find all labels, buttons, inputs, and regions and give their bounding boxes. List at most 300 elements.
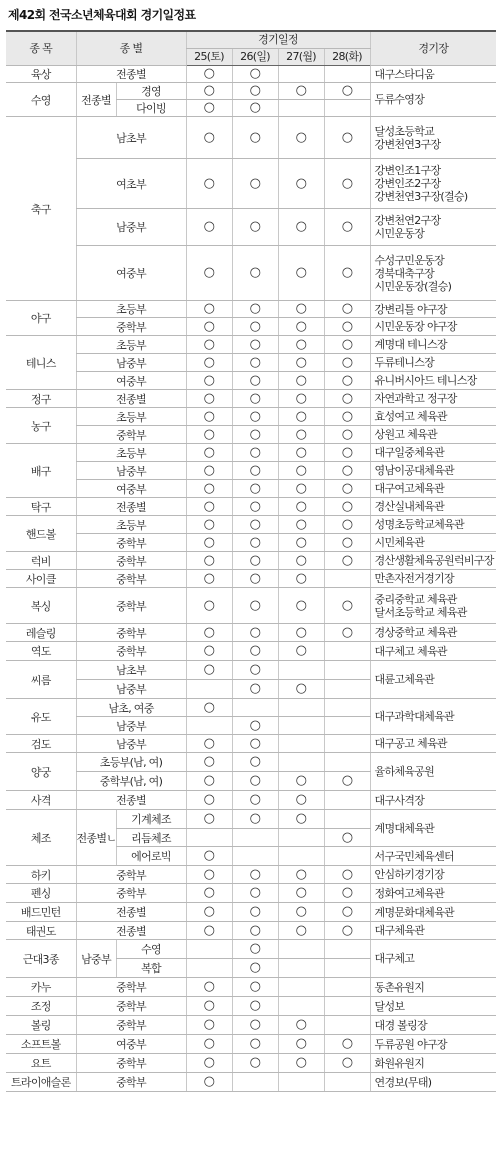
- sport-name: 사이클: [6, 570, 76, 588]
- scheduled-mark: ○: [186, 318, 232, 336]
- scheduled-mark: ○: [186, 516, 232, 534]
- scheduled-mark: ○: [324, 83, 370, 100]
- empty-day: [232, 829, 278, 847]
- table-row: [6, 997, 496, 1016]
- empty-day: [278, 959, 324, 978]
- empty-day: [278, 1073, 324, 1092]
- scheduled-mark: ○: [186, 159, 232, 209]
- sport-name: 핸드볼: [6, 516, 76, 552]
- table-row: [6, 462, 496, 480]
- scheduled-mark: ○: [232, 922, 278, 940]
- empty-day: [278, 735, 324, 753]
- empty-day: [324, 810, 370, 829]
- venue-line: 시민운동장: [374, 227, 425, 240]
- scheduled-mark: ○: [186, 480, 232, 498]
- scheduled-mark: ○: [232, 884, 278, 903]
- table-row: [6, 922, 496, 940]
- venue-line: 강변천연2구장: [374, 214, 441, 227]
- scheduled-mark: ○: [186, 209, 232, 246]
- scheduled-mark: ○: [232, 480, 278, 498]
- scheduled-mark: ○: [186, 847, 232, 866]
- scheduled-mark: ○: [232, 959, 278, 978]
- sport-name: 조정: [6, 997, 76, 1016]
- venue-name: [370, 390, 496, 408]
- venue-line: 대구사격장: [374, 793, 425, 807]
- scheduled-mark: ○: [324, 408, 370, 426]
- scheduled-mark: ○: [324, 498, 370, 516]
- sport-name: 검도: [6, 735, 76, 753]
- table-row: [6, 354, 496, 372]
- scheduled-mark: ○: [232, 534, 278, 552]
- sport-name: 테니스: [6, 336, 76, 390]
- scheduled-mark: ○: [324, 480, 370, 498]
- table-row: [6, 83, 496, 100]
- category-name: 초등부: [76, 301, 186, 318]
- category-name: 남초부: [76, 117, 186, 159]
- category-name: 중학부: [76, 997, 186, 1016]
- scheduled-mark: ○: [278, 498, 324, 516]
- category-group: 전종별ㄴ: [76, 810, 116, 866]
- category-sub: 에어로빅: [116, 847, 186, 866]
- scheduled-mark: ○: [186, 642, 232, 661]
- scheduled-mark: ○: [324, 922, 370, 940]
- scheduled-mark: ○: [278, 336, 324, 354]
- scheduled-mark: ○: [232, 552, 278, 570]
- category-sub: 기계체조: [116, 810, 186, 829]
- header-sport: 종 목: [6, 31, 76, 66]
- category-name: 여중부: [76, 246, 186, 301]
- venue-line: 강변천연3구장(결승): [374, 190, 468, 203]
- sport-name: 소프트볼: [6, 1035, 76, 1054]
- scheduled-mark: ○: [186, 661, 232, 680]
- empty-day: [278, 753, 324, 772]
- scheduled-mark: ○: [278, 318, 324, 336]
- scheduled-mark: ○: [186, 1016, 232, 1035]
- venue-line: 강변리틀 야구장: [374, 302, 447, 316]
- table-row: [6, 1035, 496, 1054]
- scheduled-mark: ○: [278, 534, 324, 552]
- empty-day: [324, 100, 370, 117]
- sport-name: 체조: [6, 810, 76, 866]
- venue-name: [370, 83, 496, 117]
- empty-day: [324, 1016, 370, 1035]
- empty-day: [324, 570, 370, 588]
- scheduled-mark: ○: [278, 117, 324, 159]
- venue-name: [370, 922, 496, 940]
- scheduled-mark: ○: [278, 390, 324, 408]
- category-name: 중학부: [76, 624, 186, 642]
- scheduled-mark: ○: [232, 1035, 278, 1054]
- scheduled-mark: ○: [232, 772, 278, 791]
- sport-name: 축구: [6, 117, 76, 301]
- venue-line: 상원고 체육관: [374, 428, 437, 441]
- venue-line: 대구일중체육관: [374, 446, 445, 459]
- venue-name: [370, 866, 496, 884]
- scheduled-mark: ○: [324, 372, 370, 390]
- scheduled-mark: ○: [232, 159, 278, 209]
- venue-line: 서구국민체육센터: [374, 849, 454, 863]
- table-row: [6, 246, 496, 301]
- venue-name: [370, 209, 496, 246]
- venue-name: [370, 66, 496, 83]
- empty-day: [324, 791, 370, 810]
- scheduled-mark: ○: [186, 390, 232, 408]
- table-row: [6, 1073, 496, 1092]
- table-row: [6, 588, 496, 624]
- sport-name: 정구: [6, 390, 76, 408]
- scheduled-mark: ○: [278, 922, 324, 940]
- category-name: 전종별: [76, 498, 186, 516]
- category-name: 남초부: [76, 661, 186, 680]
- venue-name: [370, 426, 496, 444]
- empty-day: [186, 680, 232, 699]
- venue-name: [370, 552, 496, 570]
- scheduled-mark: ○: [186, 810, 232, 829]
- venue-name: [370, 847, 496, 866]
- table-row: [6, 552, 496, 570]
- venue-line: 정화여고체육관: [374, 886, 445, 900]
- scheduled-mark: ○: [278, 372, 324, 390]
- table-row: [6, 444, 496, 462]
- table-row: [6, 117, 496, 159]
- empty-day: [324, 66, 370, 83]
- scheduled-mark: ○: [278, 444, 324, 462]
- scheduled-mark: ○: [278, 1035, 324, 1054]
- scheduled-mark: ○: [324, 829, 370, 847]
- category-name: 중학부: [76, 570, 186, 588]
- table-row: [6, 534, 496, 552]
- scheduled-mark: ○: [232, 246, 278, 301]
- category-name: 남초, 여중: [76, 699, 186, 717]
- venue-line: 달성초등학교: [374, 124, 435, 138]
- venue-line: 계명대체육관: [374, 821, 435, 835]
- sport-name: 사격: [6, 791, 76, 810]
- venue-line: 대구체고 체육관: [374, 644, 447, 658]
- venue-line: 두류공원 야구장: [374, 1037, 447, 1051]
- venue-name: [370, 624, 496, 642]
- venue-line: 영남이공대체육관: [374, 464, 454, 477]
- header-day: 26(일): [232, 49, 278, 66]
- venue-name: [370, 117, 496, 159]
- scheduled-mark: ○: [278, 301, 324, 318]
- category-name: 초등부: [76, 408, 186, 426]
- scheduled-mark: ○: [324, 336, 370, 354]
- scheduled-mark: ○: [278, 480, 324, 498]
- scheduled-mark: ○: [232, 372, 278, 390]
- empty-day: [324, 959, 370, 978]
- empty-day: [324, 642, 370, 661]
- category-name: 남중부: [76, 209, 186, 246]
- page-title: 제42회 전국소년체육대회 경기일정표: [8, 8, 196, 22]
- venue-line: 강변인조1구장: [374, 164, 441, 177]
- scheduled-mark: ○: [186, 1054, 232, 1073]
- table-row: [6, 516, 496, 534]
- scheduled-mark: ○: [232, 1016, 278, 1035]
- scheduled-mark: ○: [232, 753, 278, 772]
- category-sub: 수영: [116, 940, 186, 959]
- venue-name: [370, 301, 496, 318]
- scheduled-mark: ○: [232, 390, 278, 408]
- scheduled-mark: ○: [186, 624, 232, 642]
- category-name: 여중부: [76, 1035, 186, 1054]
- empty-day: [186, 829, 232, 847]
- venue-name: [370, 978, 496, 997]
- table-row: [6, 1054, 496, 1073]
- scheduled-mark: ○: [186, 498, 232, 516]
- venue-line: 시민운동장(결승): [374, 279, 452, 293]
- scheduled-mark: ○: [186, 735, 232, 753]
- category-name: 여초부: [76, 159, 186, 209]
- table-row: [6, 159, 496, 209]
- venue-name: [370, 516, 496, 534]
- table-row: [6, 318, 496, 336]
- venue-line: 강변인조2구장: [374, 177, 441, 190]
- scheduled-mark: ○: [232, 680, 278, 699]
- venue-name: [370, 1073, 496, 1092]
- scheduled-mark: ○: [278, 552, 324, 570]
- scheduled-mark: ○: [278, 1016, 324, 1035]
- empty-day: [232, 847, 278, 866]
- empty-day: [278, 997, 324, 1016]
- venue-line: 대륜고체육관: [374, 673, 435, 686]
- venue-name: [370, 408, 496, 426]
- venue-line: 대구체고: [374, 952, 415, 965]
- category-name: 중학부: [76, 884, 186, 903]
- venue-line: 연경보(무태): [374, 1075, 432, 1089]
- scheduled-mark: ○: [278, 408, 324, 426]
- venue-line: 계명대 테니스장: [374, 338, 447, 351]
- scheduled-mark: ○: [278, 903, 324, 922]
- venue-line: 달서초등학교 체육관: [374, 605, 467, 619]
- scheduled-mark: ○: [186, 753, 232, 772]
- venue-name: [370, 884, 496, 903]
- scheduled-mark: ○: [324, 534, 370, 552]
- scheduled-mark: ○: [278, 1054, 324, 1073]
- venue-line: 화원유원지: [374, 1056, 425, 1070]
- venue-name: [370, 1016, 496, 1035]
- category-name: 중학부: [76, 588, 186, 624]
- scheduled-mark: ○: [232, 866, 278, 884]
- empty-day: [324, 735, 370, 753]
- scheduled-mark: ○: [324, 159, 370, 209]
- venue-line: 강변천연3구장: [374, 137, 441, 151]
- category-sub: 리듬체조: [116, 829, 186, 847]
- category-sub: 다이빙: [116, 100, 186, 117]
- sport-name: 트라이애슬론: [6, 1073, 76, 1092]
- venue-name: [370, 661, 496, 699]
- venue-line: 효성여고 체육관: [374, 410, 447, 423]
- venue-line: 경산생활체육공원럭비구장: [374, 554, 494, 567]
- venue-line: 율하체육공원: [374, 765, 435, 778]
- scheduled-mark: ○: [232, 624, 278, 642]
- scheduled-mark: ○: [278, 159, 324, 209]
- scheduled-mark: ○: [232, 66, 278, 83]
- sport-name: 하키: [6, 866, 76, 884]
- venue-name: [370, 588, 496, 624]
- category-name: 전종별: [76, 390, 186, 408]
- schedule-body: [6, 66, 496, 1092]
- scheduled-mark: ○: [186, 772, 232, 791]
- empty-day: [324, 847, 370, 866]
- scheduled-mark: ○: [232, 717, 278, 735]
- empty-day: [278, 978, 324, 997]
- table-row: [6, 810, 496, 829]
- table-row: [6, 336, 496, 354]
- table-row: [6, 978, 496, 997]
- sport-name: 볼링: [6, 1016, 76, 1035]
- category-name: 중학부: [76, 318, 186, 336]
- sport-name: 야구: [6, 301, 76, 336]
- sport-name: 탁구: [6, 498, 76, 516]
- sport-name: 럭비: [6, 552, 76, 570]
- empty-day: [232, 1073, 278, 1092]
- category-sub: 경영: [116, 83, 186, 100]
- scheduled-mark: ○: [232, 516, 278, 534]
- scheduled-mark: ○: [186, 884, 232, 903]
- category-name: 중학부: [76, 866, 186, 884]
- empty-day: [278, 100, 324, 117]
- category-name: 중학부: [76, 1016, 186, 1035]
- scheduled-mark: ○: [232, 336, 278, 354]
- scheduled-mark: ○: [232, 498, 278, 516]
- venue-line: 두류테니스장: [374, 356, 435, 369]
- venue-line: 경산실내체육관: [374, 500, 445, 513]
- sport-name: 역도: [6, 642, 76, 661]
- table-row: [6, 498, 496, 516]
- table-row: [6, 699, 496, 717]
- venue-line: 성명초등학교체육관: [374, 518, 464, 531]
- scheduled-mark: ○: [278, 810, 324, 829]
- venue-line: 동촌유원지: [374, 980, 425, 994]
- scheduled-mark: ○: [186, 462, 232, 480]
- scheduled-mark: ○: [186, 791, 232, 810]
- venue-line: 경상중학교 체육관: [374, 626, 457, 639]
- empty-day: [324, 997, 370, 1016]
- scheduled-mark: ○: [232, 1054, 278, 1073]
- venue-name: [370, 940, 496, 978]
- category-name: 남중부: [76, 462, 186, 480]
- sport-name: 요트: [6, 1054, 76, 1073]
- scheduled-mark: ○: [186, 699, 232, 717]
- table-row: [6, 903, 496, 922]
- venue-line: 자연과학고 정구장: [374, 392, 457, 405]
- table-row: [6, 426, 496, 444]
- scheduled-mark: ○: [186, 301, 232, 318]
- category-name: 전종별: [76, 903, 186, 922]
- scheduled-mark: ○: [186, 903, 232, 922]
- category-name: 초등부: [76, 516, 186, 534]
- category-name: 남중부: [76, 680, 186, 699]
- table-row: [6, 301, 496, 318]
- scheduled-mark: ○: [278, 642, 324, 661]
- empty-day: [278, 717, 324, 735]
- empty-day: [186, 717, 232, 735]
- table-row: [6, 624, 496, 642]
- venue-name: [370, 354, 496, 372]
- category-name: 중학부: [76, 534, 186, 552]
- sport-name: 카누: [6, 978, 76, 997]
- scheduled-mark: ○: [186, 117, 232, 159]
- scheduled-mark: ○: [324, 903, 370, 922]
- venue-name: [370, 246, 496, 301]
- scheduled-mark: ○: [324, 301, 370, 318]
- scheduled-mark: ○: [324, 772, 370, 791]
- scheduled-mark: ○: [232, 117, 278, 159]
- scheduled-mark: ○: [324, 866, 370, 884]
- venue-line: 수성구민운동장: [374, 253, 445, 267]
- venue-line: 경북대축구장: [374, 266, 435, 280]
- category-group: 남중부: [76, 940, 116, 978]
- venue-line: 대구여고체육관: [374, 482, 445, 495]
- scheduled-mark: ○: [278, 462, 324, 480]
- category-sub: 복합: [116, 959, 186, 978]
- empty-day: [278, 699, 324, 717]
- scheduled-mark: ○: [186, 997, 232, 1016]
- category-name: 여중부: [76, 372, 186, 390]
- scheduled-mark: ○: [324, 318, 370, 336]
- venue-name: [370, 462, 496, 480]
- scheduled-mark: ○: [186, 336, 232, 354]
- empty-day: [278, 661, 324, 680]
- venue-line: 대구공고 체육관: [374, 737, 447, 750]
- venue-line: 두류수영장: [374, 93, 425, 106]
- empty-day: [324, 940, 370, 959]
- scheduled-mark: ○: [232, 997, 278, 1016]
- scheduled-mark: ○: [232, 661, 278, 680]
- venue-name: [370, 372, 496, 390]
- scheduled-mark: ○: [278, 588, 324, 624]
- venue-line: 달성보: [374, 999, 405, 1013]
- scheduled-mark: ○: [324, 516, 370, 534]
- category-name: 남중부: [76, 717, 186, 735]
- scheduled-mark: ○: [324, 117, 370, 159]
- table-row: [6, 390, 496, 408]
- empty-day: [324, 1073, 370, 1092]
- table-row: [6, 209, 496, 246]
- category-name: 전종별: [76, 66, 186, 83]
- scheduled-mark: ○: [232, 426, 278, 444]
- scheduled-mark: ○: [232, 100, 278, 117]
- empty-day: [232, 699, 278, 717]
- table-row: [6, 735, 496, 753]
- scheduled-mark: ○: [324, 462, 370, 480]
- table-row: [6, 753, 496, 772]
- scheduled-mark: ○: [232, 462, 278, 480]
- empty-day: [324, 661, 370, 680]
- scheduled-mark: ○: [324, 1054, 370, 1073]
- venue-name: [370, 498, 496, 516]
- header-category: 종 별: [76, 31, 186, 66]
- empty-day: [324, 978, 370, 997]
- scheduled-mark: ○: [232, 810, 278, 829]
- table-row: [6, 66, 496, 83]
- scheduled-mark: ○: [186, 372, 232, 390]
- scheduled-mark: ○: [186, 1073, 232, 1092]
- venue-line: 대경 볼링장: [374, 1018, 427, 1032]
- scheduled-mark: ○: [278, 680, 324, 699]
- scheduled-mark: ○: [186, 83, 232, 100]
- scheduled-mark: ○: [324, 209, 370, 246]
- scheduled-mark: ○: [186, 408, 232, 426]
- venue-line: 계명문화대체육관: [374, 905, 454, 919]
- scheduled-mark: ○: [278, 426, 324, 444]
- category-name: 초등부(남, 여): [76, 753, 186, 772]
- venue-name: [370, 810, 496, 847]
- venue-name: [370, 642, 496, 661]
- scheduled-mark: ○: [278, 624, 324, 642]
- scheduled-mark: ○: [324, 444, 370, 462]
- empty-day: [278, 847, 324, 866]
